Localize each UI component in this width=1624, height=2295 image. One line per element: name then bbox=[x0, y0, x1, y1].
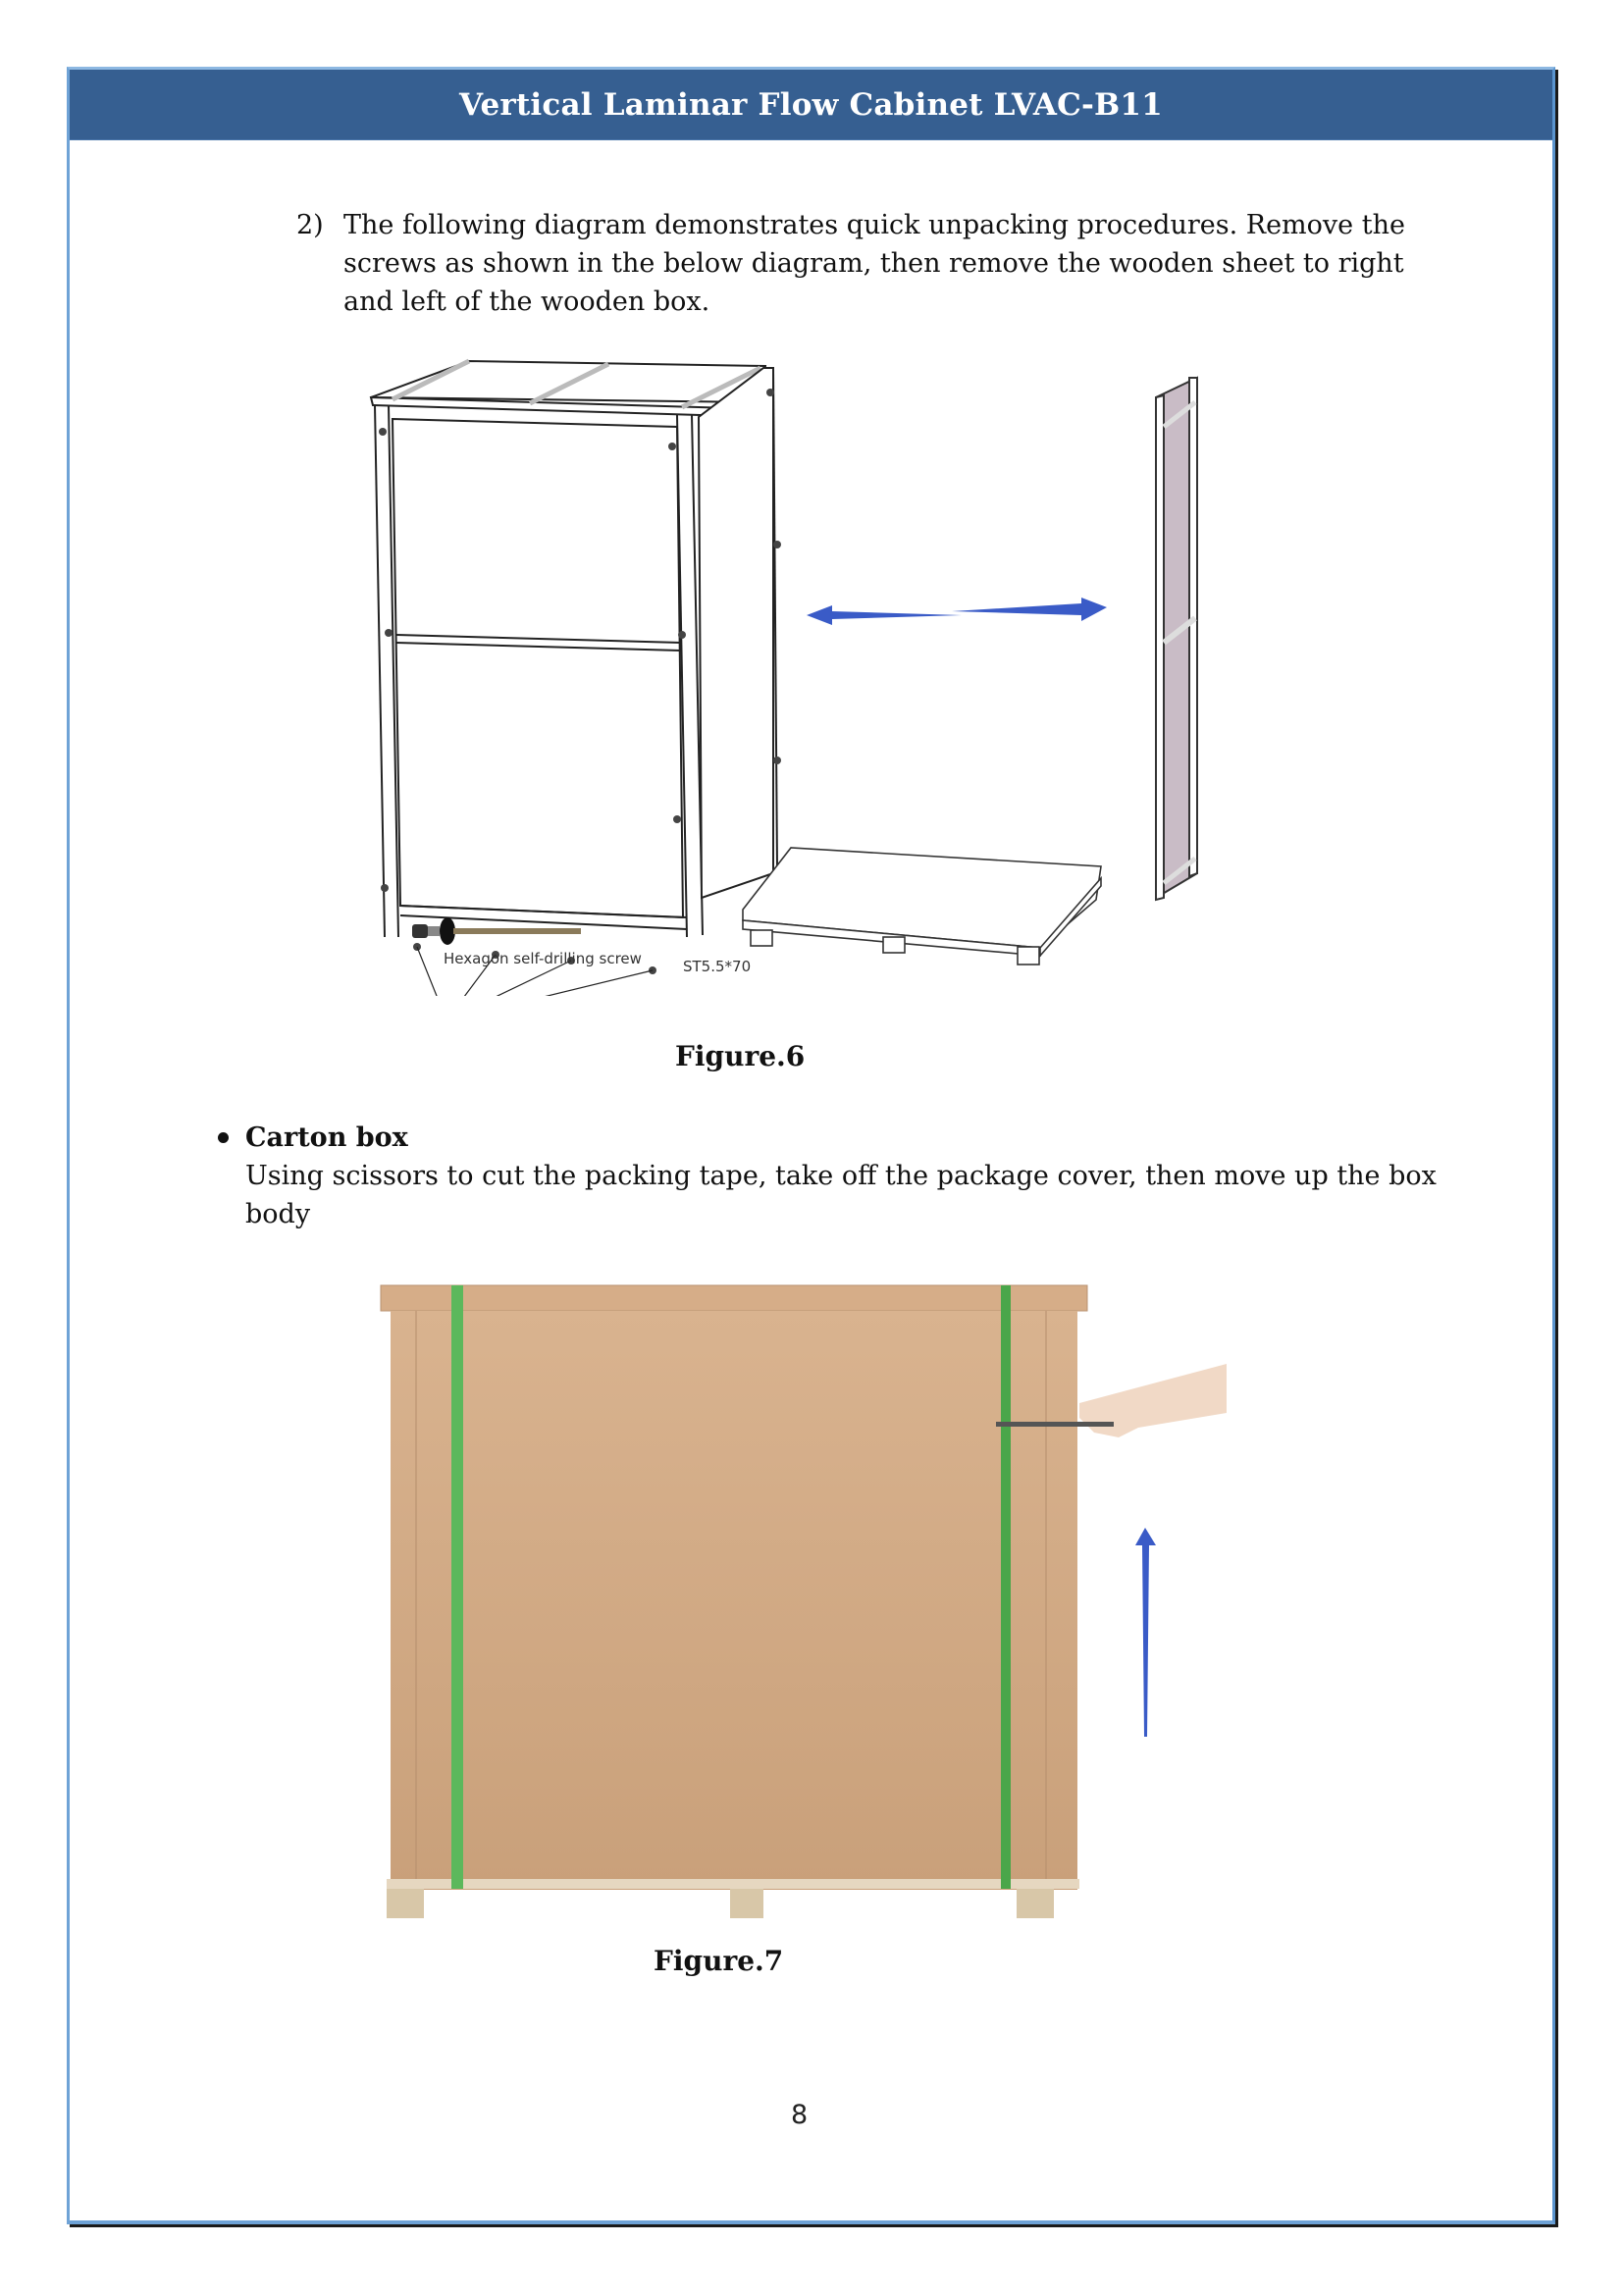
document-header bbox=[70, 70, 1552, 140]
figure-6-caption: Figure.6 bbox=[675, 1040, 806, 1072]
carton-box-illustration bbox=[381, 1285, 1087, 1918]
step-2-paragraph bbox=[296, 206, 1415, 321]
screw-spec-label: ST5.5*70 bbox=[683, 958, 752, 975]
section-title: Carton box bbox=[245, 1122, 408, 1153]
page-number: 8 bbox=[791, 2100, 809, 2130]
up-arrow-icon bbox=[1135, 1528, 1156, 1737]
section-text: Using scissors to cut the packing tape, take off the package cover, then move up the box body bbox=[245, 1161, 1437, 1229]
carton-box-section bbox=[218, 1119, 1474, 1233]
wooden-crate-illustration bbox=[371, 361, 781, 996]
figure-6-diagram bbox=[353, 348, 1236, 996]
figure-7-photo bbox=[373, 1271, 1236, 1918]
bullet-icon bbox=[218, 1132, 229, 1143]
screw-name-label: Hexagon self-drilling screw bbox=[444, 950, 642, 967]
figure-7-caption: Figure.7 bbox=[654, 1945, 784, 1977]
document-title: Vertical Laminar Flow Cabinet LVAC-B11 bbox=[459, 86, 1163, 123]
wooden-side-sheet-illustration bbox=[1156, 378, 1197, 900]
wooden-pallet-illustration bbox=[743, 848, 1101, 965]
step-number: 2) bbox=[296, 210, 324, 240]
left-right-arrow-icon bbox=[807, 598, 1107, 625]
hexagon-screw-icon bbox=[412, 917, 581, 945]
step-text: The following diagram demonstrates quick unpacking procedures. Remove the screws as shown in the below diagram, then remove the wooden sheet to right and left of the wooden box. bbox=[343, 210, 1405, 317]
